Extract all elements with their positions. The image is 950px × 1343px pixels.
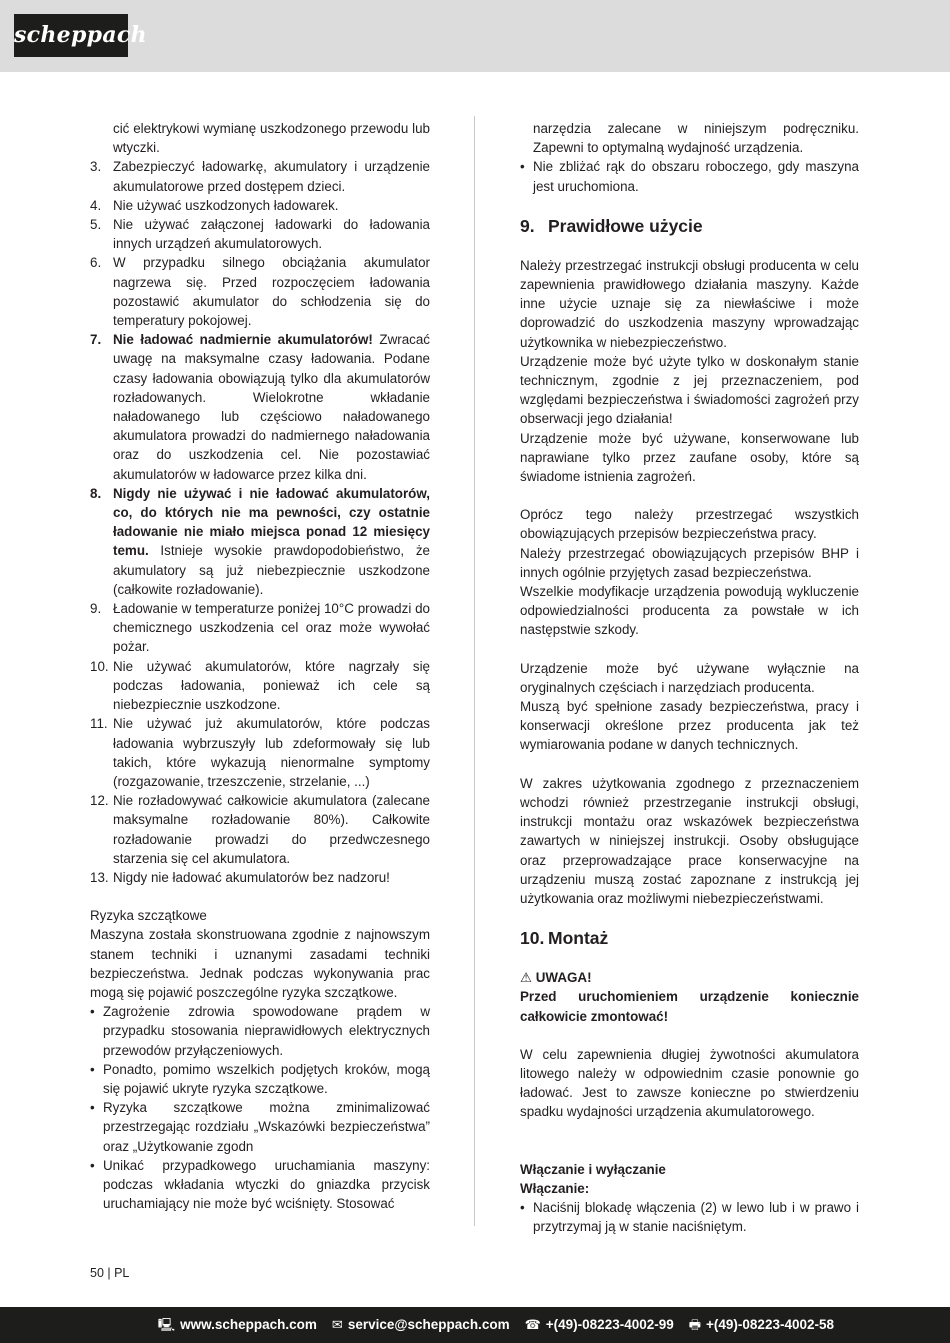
list-item: • Naciśnij blokadę włączenia (2) w lewo lub i w prawo i przytrzymaj ją w stanie naciśniętym. [520, 1198, 859, 1236]
paragraph: Należy przestrzegać obowiązujących przepisów BHP i innych ogólnie przyjętych zasad bezpieczeństwa. [520, 545, 859, 580]
list-item [90, 657, 430, 715]
phone-number [525, 1315, 674, 1334]
list-item [90, 157, 430, 195]
left-column [90, 119, 430, 1213]
website-text: www.scheppach.com [180, 1317, 317, 1333]
email-link[interactable] [332, 1315, 510, 1334]
warning-text: Przed uruchomieniem urządzenie koniecznie całkowicie zmontować! [520, 989, 859, 1024]
list-item-text: Ładowanie w temperaturze poniżej 10°C prowadzi do chemicznego uszkodzenia cel oraz może wywołać pożar. [113, 601, 430, 655]
list-item [90, 215, 430, 253]
section-title: Montaż [548, 928, 609, 949]
paragraph: Urządzenie może być użyte tylko w doskonałym stanie technicznym, zgodnie z jej przeznaczeniem, pod względami bezpieczeństwa i świadomości zagrożeń przy obserwacji jego działania! [520, 353, 859, 427]
list-item [90, 330, 430, 484]
column-divider [474, 116, 475, 1226]
phone-text: +(49)-08223-4002-99 [545, 1317, 674, 1333]
list-item-bold: Nigdy nie używać i nie ładować akumulatorów, co, do których nie ma pewności, czy ostatnie ładowanie nie miało miejsca ponad 12 miesięcy temu. [113, 485, 430, 559]
section-10-heading [520, 927, 859, 949]
list-number: 3. [90, 159, 102, 175]
safety-list [90, 119, 430, 887]
list-item-text: Nie używać akumulatorów, które nagrzały się podczas ładowania, ponieważ ich cele są niebezpiecznie uszkodzone. [113, 658, 430, 713]
list-item: • Nie zbliżać rąk do obszaru roboczego, gdy maszyna jest uruchomiona. [520, 157, 859, 195]
continued-list [520, 119, 859, 196]
list-item-text: Nie używać uszkodzonych ładowarek. [113, 197, 339, 213]
list-item: • Ponadto, pomimo wszelkich podjętych kroków, mogą się pojawić ukryte ryzyka szczątkowe. [90, 1060, 430, 1098]
list-item [90, 599, 430, 657]
footer-contact-bar [0, 1307, 950, 1343]
warning-label-line [520, 968, 859, 987]
list-item-bold: Nie ładować nadmiernie akumulatorów! [113, 332, 373, 348]
paragraph: Oprócz tego należy przestrzegać wszystkich obowiązujących przepisów bezpieczeństwa pracy. [520, 507, 859, 542]
email-text: service@scheppach.com [347, 1317, 510, 1333]
scheppach-logo: scheppach [14, 14, 128, 57]
list-item [90, 196, 430, 215]
list-item-text: Nie rozładowywać całkowicie akumulatora (zalecane maksymalne rozładowanie 80%). Całkowite rozładowanie prowadzi do przedwczesnego starzenia się cel akumulatora. [113, 793, 430, 866]
paragraph: Urządzenie może być używane, konserwowane lub naprawiane tylko przez zaufane osoby, które są świadome istnienia zagrożeń. [520, 430, 859, 485]
residual-risk-text: Maszyna została skonstruowana zgodnie z najnowszym stanem techniki i uznanymi zasadami techniki bezpieczeństwa. Jednak podczas wykonywania prac mogą się pojawić poszczególne ryzyka szczątkowe. [90, 927, 430, 1000]
list-item [90, 484, 430, 599]
list-item-text: Nie używać już akumulatorów, które podczas ładowania wybrzuszyły lub zdeformowały się lub takich, które wykazują nienormalne symptomy (rozgazowanie, trzeszczenie, strzelanie, ...) [113, 716, 430, 789]
list-item: • Unikać przypadkowego uruchamiania maszyny: podczas wkładania wtyczki do gniazdka przycisk uruchamiający nie może być wciśnięty. Stosować [90, 1156, 430, 1214]
list-item [520, 119, 859, 157]
computer-icon: 🖳 [157, 1317, 176, 1333]
fax-text: +(49)-08223-4002-58 [706, 1317, 834, 1333]
residual-risk-title: Ryzyka szczątkowe [90, 908, 207, 924]
website-link[interactable] [158, 1315, 317, 1334]
paragraph: Wszelkie modyfikacje urządzenia powodują wykluczenie odpowiedzialności producenta za powstałe w ich następstwie szkody. [520, 584, 859, 638]
paragraph: Urządzenie może być używane wyłącznie na oryginalnych częściach i narzędziach producenta. [520, 660, 859, 695]
list-number: 4. [90, 197, 102, 213]
section-title: Prawidłowe użycie [548, 215, 703, 236]
switch-on-list [520, 1198, 859, 1236]
list-item [90, 791, 430, 868]
paragraph: Muszą być spełnione zasady bezpieczeństwa, pracy i konserwacji określone przez producenta jak też wymiarowania podane w danych technicznych. [520, 699, 859, 753]
list-number: 11. [90, 716, 108, 732]
warning-label: UWAGA! [535, 970, 592, 986]
list-number: 5. [90, 217, 102, 233]
fax-number [689, 1315, 834, 1334]
section-number: 10. [520, 928, 545, 949]
list-item-text: cić elektrykowi wymianę uszkodzonego przewodu lub wtyczki. [113, 121, 430, 156]
list-item-text: Zabezpieczyć ładowarkę, akumulatory i urządzenie akumulatorowe przed dostępem dzieci. [113, 159, 430, 194]
list-item [90, 119, 430, 157]
phone-icon: ☎ [524, 1317, 541, 1333]
subsection-subtitle: Włączanie: [520, 1180, 590, 1196]
list-number: 9. [90, 601, 102, 617]
list-number: 8. [90, 485, 102, 501]
list-item-text: Nie używać załączonej ładowarki do ładowania innych urządzeń akumulatorowych. [113, 217, 430, 252]
warning-icon: ⚠ [520, 970, 533, 986]
list-item [90, 714, 430, 791]
list-number: 6. [90, 255, 102, 271]
right-column [520, 119, 859, 1236]
list-item: • Ryzyka szczątkowe można zminimalizować przestrzegając rozdziału „Wskazówki bezpieczeństwa” oraz „Użytkowanie zgodn [90, 1098, 430, 1156]
list-item [90, 253, 430, 330]
paragraph: Należy przestrzegać instrukcji obsługi producenta w celu zapewnienia prawidłowego działania maszyny. Każde inne użycie uznaje się za niewłaściwe i może doprowadzić do uszkodzenia maszyny wprowadzając użytkownika w niebezpieczeństwo. [520, 257, 859, 350]
list-item-text: Zwracać uwagę na maksymalne czasy ładowania. Podane czasy ładowania obowiązują tylko dla akumulatorów rozładowanych. Wielokrotne wkładanie naładowanego lub częściowo naładowanego akumulatora prowadzi do nadmiernego naładowania oraz do uszkodzenia cel. Nie pozostawiać akumulatorów w ładowarce przez kilka dni. [113, 332, 430, 482]
page-number: 50 | PL [90, 1266, 130, 1280]
paragraph: W celu zapewnienia długiej żywotności akumulatora litowego należy w odpowiednim czasie ponownie go ładować. Jest to zawsze konieczne po stwierdzeniu spadku wydajności urządzenia akumulatorowego. [520, 1046, 859, 1120]
list-number: 13. [90, 869, 109, 885]
list-number: 12. [90, 793, 109, 809]
list-item-text: W przypadku silnego obciążania akumulator nagrzewa się. Przed rozpoczęciem ładowania pozostawić akumulator do schłodzenia się do temperatury pokojowej. [113, 255, 430, 329]
list-item [90, 868, 430, 887]
mail-icon: ✉ [331, 1317, 343, 1333]
subsection-title: Włączanie i wyłączanie [520, 1161, 666, 1177]
list-item-text: Istnieje wysokie prawdopodobieństwo, że akumulatory są już niebezpiecznie uszkodzone (całkowite rozładowanie). [113, 543, 430, 597]
list-item-text: Nigdy nie ładować akumulatorów bez nadzoru! [113, 869, 390, 885]
list-item: • Zagrożenie zdrowia spowodowane prądem w przypadku stosowania nieprawidłowych elektrycznych przewodów przyłączeniowych. [90, 1002, 430, 1060]
paragraph: W zakres użytkowania zgodnego z przeznaczeniem wchodzi również przestrzeganie instrukcji obsługi, instrukcji montażu oraz wskazówek bezpieczeństwa zawartych w niniejszej instrukcji. Osoby obsługujące oraz przeprowadzające prace konserwacyjne na urządzeniu muszą zostać zapoznane z instrukcją jej użytkowania oraz możliwymi niebezpieczeństwami. [520, 775, 859, 906]
section-9-heading [520, 215, 859, 237]
list-item-text: narzędzia zalecane w niniejszym podręczniku. Zapewni to optymalną wydajność urządzenia. [533, 121, 859, 156]
list-number: 7. [90, 332, 102, 348]
fax-icon: 🖶 [688, 1317, 702, 1333]
section-number: 9. [520, 215, 535, 236]
residual-risk-list [90, 1002, 430, 1213]
list-number: 10. [90, 658, 109, 674]
